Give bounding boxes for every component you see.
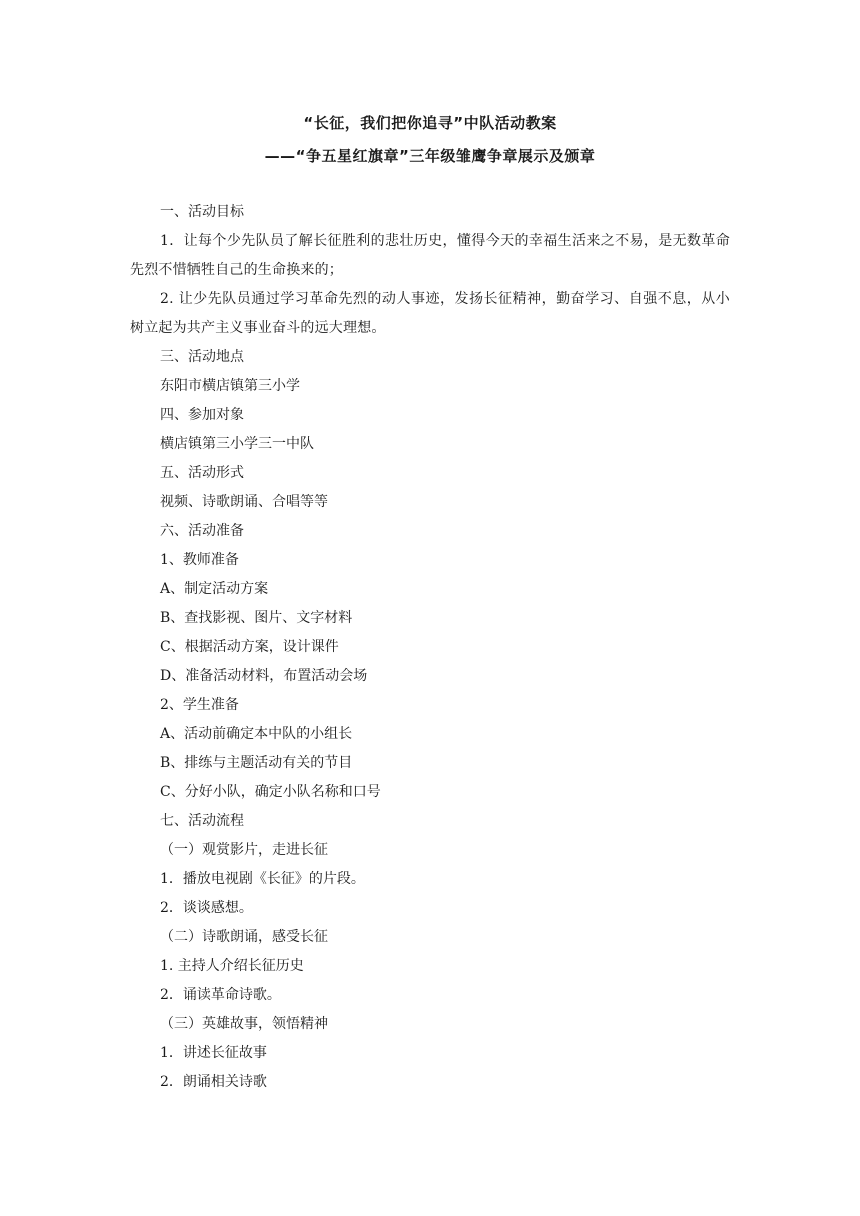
section-heading-participants: 四、参加对象 bbox=[160, 407, 244, 423]
prep-student-item-b: B、排练与主题活动有关的节目 bbox=[160, 755, 353, 771]
flow-part-1-item-1: 1．播放电视剧《长征》的片段。 bbox=[160, 871, 365, 887]
prep-student-heading: 2、学生准备 bbox=[160, 697, 239, 713]
flow-part-3-item-1: 1．讲述长征故事 bbox=[160, 1045, 267, 1061]
prep-teacher-item-b: B、查找影视、图片、文字材料 bbox=[160, 610, 353, 626]
section-heading-process: 七、活动流程 bbox=[160, 813, 244, 829]
goal-item-1: 1．让每个少先队员了解长征胜利的悲壮历史，懂得今天的幸福生活来之不易，是无数革命先烈不惜牺牲自己的生命换来的； bbox=[130, 233, 730, 278]
flow-part-1-item-2: 2．谈谈感想。 bbox=[160, 900, 253, 916]
prep-teacher-item-d: D、准备活动材料，布置活动会场 bbox=[160, 668, 368, 684]
document-title: “长征，我们把你追寻”中队活动教案 bbox=[303, 114, 557, 132]
location-text: 东阳市横店镇第三小学 bbox=[160, 378, 300, 394]
flow-part-2-item-1: 1. 主持人介绍长征历史 bbox=[160, 958, 304, 974]
prep-student-item-c: C、分好小队，确定小队名称和口号 bbox=[160, 784, 381, 800]
section-heading-location: 三、活动地点 bbox=[160, 349, 244, 365]
document-subtitle: ——“争五星红旗章”三年级雏鹰争章展示及颁章 bbox=[264, 147, 596, 165]
prep-teacher-item-a: A、制定活动方案 bbox=[160, 581, 269, 597]
flow-part-2-heading: （二）诗歌朗诵，感受长征 bbox=[160, 929, 328, 945]
document-body bbox=[130, 198, 730, 1097]
participants-text: 横店镇第三小学三一中队 bbox=[160, 436, 314, 452]
section-heading-format: 五、活动形式 bbox=[160, 465, 244, 481]
section-heading-preparation: 六、活动准备 bbox=[160, 523, 244, 539]
flow-part-2-item-2: 2．诵读革命诗歌。 bbox=[160, 987, 281, 1003]
prep-teacher-heading: 1、教师准备 bbox=[160, 552, 239, 568]
section-heading-goals: 一、活动目标 bbox=[160, 204, 244, 220]
prep-student-item-a: A、活动前确定本中队的小组长 bbox=[160, 726, 353, 742]
format-text: 视频、诗歌朗诵、合唱等等 bbox=[160, 494, 328, 510]
prep-teacher-item-c: C、根据活动方案，设计课件 bbox=[160, 639, 339, 655]
flow-part-3-heading: （三）英雄故事，领悟精神 bbox=[160, 1016, 328, 1032]
flow-part-3-item-2: 2．朗诵相关诗歌 bbox=[160, 1074, 267, 1090]
flow-part-1-heading: （一）观赏影片，走进长征 bbox=[160, 842, 328, 858]
goal-item-2: 2. 让少先队员通过学习革命先烈的动人事迹，发扬长征精神，勤奋学习、自强不息，从小树立起为共产主义事业奋斗的远大理想。 bbox=[130, 291, 730, 336]
